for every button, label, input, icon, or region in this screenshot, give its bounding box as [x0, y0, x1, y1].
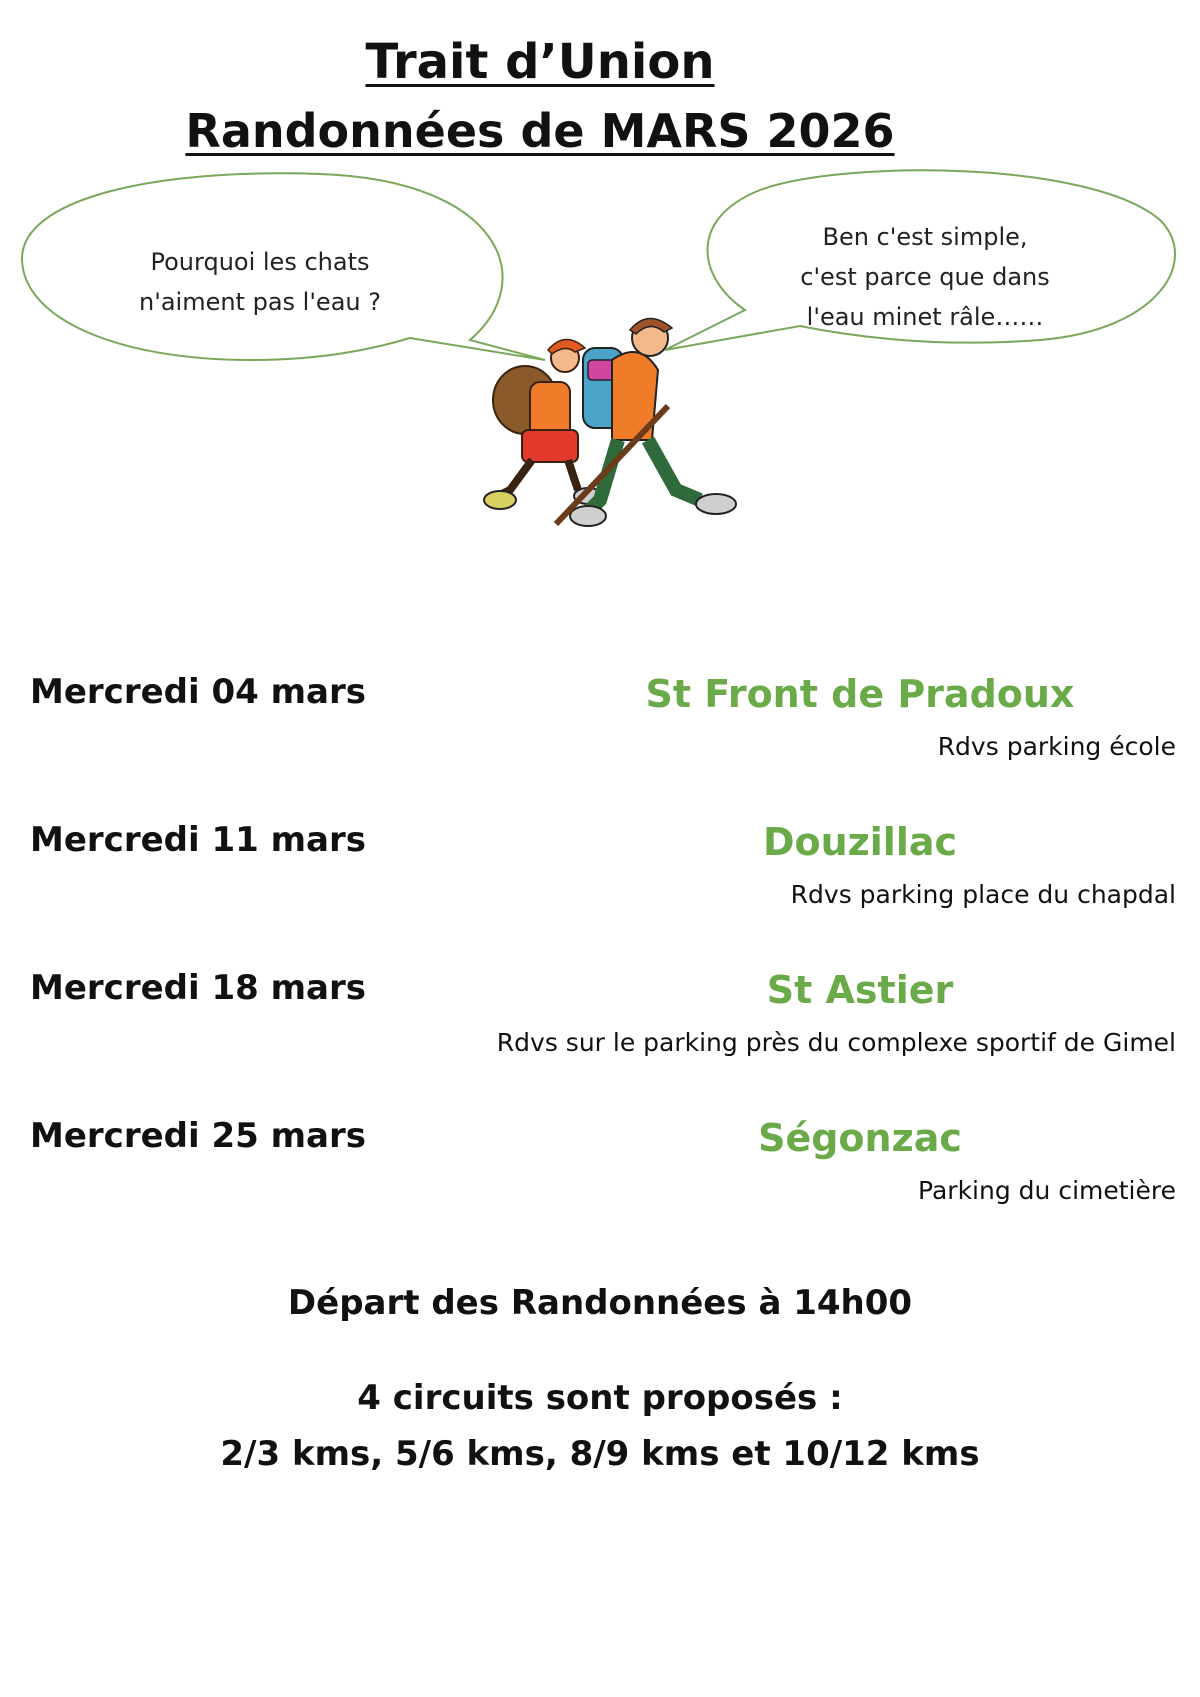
hike-place: St Front de Pradoux: [645, 672, 1075, 716]
hike-item: [0, 968, 1200, 1108]
hike-item: [0, 820, 1200, 960]
hike-date: Mercredi 04 mars: [30, 672, 366, 712]
hike-meeting-point: Rdvs parking place du chapdal: [790, 880, 1176, 909]
hike-item: [0, 1116, 1200, 1256]
speech-line: Ben c'est simple,: [822, 223, 1028, 251]
speech-bubble-right-text: [760, 217, 1090, 337]
hike-place: Ségonzac: [758, 1116, 962, 1160]
hike-item: [0, 672, 1200, 812]
circuits-intro: 4 circuits sont proposés :: [357, 1378, 843, 1418]
departure-time: Départ des Randonnées à 14h00: [287, 1283, 913, 1323]
hike-date: Mercredi 18 mars: [30, 968, 366, 1008]
illustration-scene: [0, 160, 1200, 580]
hike-meeting-point: Rdvs sur le parking près du complexe sportif de Gimel: [496, 1028, 1176, 1057]
hike-meeting-point: Rdvs parking école: [937, 732, 1176, 761]
circuits-list: 2/3 kms, 5/6 kms, 8/9 kms et 10/12 kms: [220, 1434, 980, 1474]
speech-line: l'eau minet râle……: [806, 303, 1044, 331]
document-subtitle: Randonnées de MARS 2026: [185, 104, 895, 158]
hike-date: Mercredi 11 mars: [30, 820, 366, 860]
speech-line: c'est parce que dans: [800, 263, 1050, 291]
speech-bubble-left-text: [95, 242, 425, 322]
document-title: Trait d’Union: [365, 34, 715, 90]
hike-meeting-point: Parking du cimetière: [918, 1176, 1176, 1205]
speech-line: Pourquoi les chats: [150, 248, 370, 276]
speech-line: n'aiment pas l'eau ?: [139, 288, 381, 316]
hike-place: St Astier: [766, 968, 954, 1012]
hike-place: Douzillac: [762, 820, 958, 864]
hike-date: Mercredi 25 mars: [30, 1116, 366, 1156]
